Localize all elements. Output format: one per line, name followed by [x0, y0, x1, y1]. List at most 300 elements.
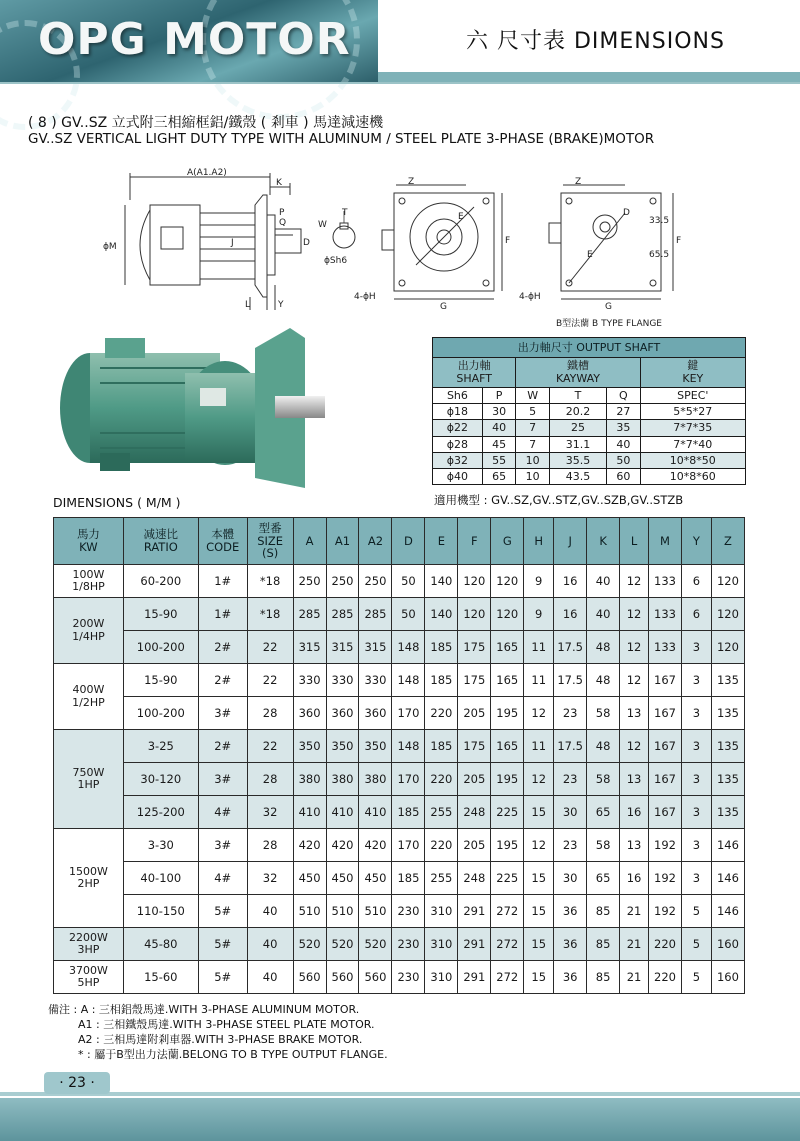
header-dim: E: [425, 518, 458, 565]
table-cell: 146: [711, 862, 744, 895]
header-kw: 馬力 KW: [54, 518, 124, 565]
table-cell: 205: [458, 763, 491, 796]
table-cell: 22: [247, 631, 293, 664]
table-cell: 16: [620, 862, 649, 895]
table-cell: 170: [392, 697, 425, 730]
header-accent-bar: [378, 72, 800, 82]
table-cell: 1#: [198, 598, 247, 631]
table-cell: 120: [711, 565, 744, 598]
table-cell: 160: [711, 961, 744, 994]
table-cell: 28: [247, 763, 293, 796]
table-cell: 220: [425, 829, 458, 862]
table-cell: 21: [620, 961, 649, 994]
table-cell: 3#: [198, 763, 247, 796]
page-title-cn: ( 8 ) GV..SZ 立式附三相縮框鋁/鐵殼 ( 剎車 ) 馬達減速機: [28, 115, 384, 131]
table-cell: 255: [425, 862, 458, 895]
table-cell: 58: [587, 763, 620, 796]
shaft-cell: ϕ18: [433, 404, 483, 420]
table-cell: 135: [711, 664, 744, 697]
table-cell: 160: [711, 928, 744, 961]
table-cell: 3: [681, 697, 711, 730]
table-cell: 450: [293, 862, 326, 895]
table-cell: 230: [392, 928, 425, 961]
power-cell: 750W 1HP: [54, 730, 124, 829]
dim-q-label: Q: [279, 218, 287, 228]
front-f-label: F: [505, 236, 511, 246]
header-code: 本體 CODE: [198, 518, 247, 565]
table-cell: 250: [359, 565, 392, 598]
table-cell: 3#: [198, 697, 247, 730]
table-cell: 40: [587, 565, 620, 598]
table-cell: 5: [681, 928, 711, 961]
shaft-col-header: P: [482, 388, 516, 404]
shaft-table-body: [433, 404, 746, 485]
table-cell: 22: [247, 664, 293, 697]
table-row: [54, 631, 745, 664]
table-cell: 2#: [198, 664, 247, 697]
shaft-row: [433, 404, 746, 420]
header-dim: L: [620, 518, 649, 565]
table-cell: 410: [293, 796, 326, 829]
table-cell: 167: [649, 730, 682, 763]
table-cell: 165: [491, 664, 524, 697]
table-cell: 410: [359, 796, 392, 829]
table-cell: 40: [587, 598, 620, 631]
table-cell: 291: [458, 961, 491, 994]
table-cell: 3: [681, 631, 711, 664]
table-cell: 16: [620, 796, 649, 829]
table-cell: 58: [587, 829, 620, 862]
table-cell: 133: [649, 631, 682, 664]
table-cell: 28: [247, 829, 293, 862]
table-cell: 100-200: [123, 697, 198, 730]
motor-photo: [50, 318, 350, 498]
footer-banner: [0, 1098, 800, 1141]
table-cell: 165: [491, 730, 524, 763]
header-dim: F: [458, 518, 491, 565]
table-cell: 5: [681, 961, 711, 994]
table-cell: 125-200: [123, 796, 198, 829]
table-row: [54, 697, 745, 730]
table-cell: 148: [392, 631, 425, 664]
table-cell: 2#: [198, 631, 247, 664]
shaft-cell: 20.2: [549, 404, 606, 420]
table-cell: 330: [293, 664, 326, 697]
flange-f-label: F: [676, 236, 682, 246]
table-row: [54, 730, 745, 763]
table-cell: 32: [247, 796, 293, 829]
table-cell: 13: [620, 697, 649, 730]
header-dim: A: [293, 518, 326, 565]
power-cell: 2200W 3HP: [54, 928, 124, 961]
table-cell: 520: [293, 928, 326, 961]
table-cell: 380: [293, 763, 326, 796]
table-cell: *18: [247, 598, 293, 631]
table-cell: 272: [491, 895, 524, 928]
header-divider: [0, 82, 800, 84]
table-cell: 5#: [198, 961, 247, 994]
table-cell: 148: [392, 730, 425, 763]
table-cell: 30-120: [123, 763, 198, 796]
header-dim: A1: [326, 518, 359, 565]
table-cell: 285: [293, 598, 326, 631]
table-cell: 23: [554, 829, 587, 862]
table-cell: 16: [554, 565, 587, 598]
table-cell: 36: [554, 961, 587, 994]
table-cell: 185: [425, 631, 458, 664]
table-cell: 11: [524, 664, 554, 697]
table-cell: 220: [649, 928, 682, 961]
table-cell: 13: [620, 763, 649, 796]
table-cell: 360: [326, 697, 359, 730]
shaft-cell: ϕ28: [433, 436, 483, 452]
table-cell: 420: [359, 829, 392, 862]
table-cell: 21: [620, 895, 649, 928]
shaft-col-header: T: [549, 388, 606, 404]
table-cell: 85: [587, 961, 620, 994]
table-cell: 85: [587, 895, 620, 928]
table-cell: 192: [649, 829, 682, 862]
flange-caption: B型法蘭 B TYPE FLANGE: [556, 319, 662, 329]
table-cell: 120: [711, 631, 744, 664]
front-g-label: G: [440, 302, 447, 312]
table-cell: 40: [247, 928, 293, 961]
dim-j-label: J: [231, 238, 234, 248]
table-cell: 315: [293, 631, 326, 664]
shaft-col-header: SPEC': [640, 388, 745, 404]
shaft-col-header: Q: [607, 388, 641, 404]
table-cell: 65: [587, 796, 620, 829]
table-cell: 330: [359, 664, 392, 697]
shaft-cell: ϕ22: [433, 420, 483, 436]
table-cell: 205: [458, 829, 491, 862]
table-cell: 9: [524, 565, 554, 598]
table-row: [54, 895, 745, 928]
header-dim: K: [587, 518, 620, 565]
shaft-cell: 25: [549, 420, 606, 436]
shaft-cell: 55: [482, 452, 516, 468]
shaft-cell: ϕ40: [433, 468, 483, 484]
table-cell: 2#: [198, 730, 247, 763]
table-cell: 410: [326, 796, 359, 829]
table-cell: 3: [681, 862, 711, 895]
table-cell: 220: [649, 961, 682, 994]
table-cell: 48: [587, 631, 620, 664]
header-ratio: 减速比 RATIO: [123, 518, 198, 565]
shaft-cell: 5*5*27: [640, 404, 745, 420]
table-cell: 350: [359, 730, 392, 763]
dim-m-label: ϕM: [103, 242, 117, 252]
table-cell: 12: [620, 631, 649, 664]
flange-e-label: E: [587, 250, 593, 260]
table-cell: 310: [425, 928, 458, 961]
power-cell: 400W 1/2HP: [54, 664, 124, 730]
table-row: [54, 961, 745, 994]
table-cell: 220: [425, 697, 458, 730]
table-cell: 170: [392, 829, 425, 862]
table-cell: 360: [359, 697, 392, 730]
table-cell: 248: [458, 796, 491, 829]
front-z-label: Z: [408, 177, 415, 187]
table-cell: 380: [326, 763, 359, 796]
output-shaft-table: [432, 337, 746, 485]
shaft-cell: 7: [516, 436, 550, 452]
shaft-row: [433, 468, 746, 484]
shaft-row: [433, 420, 746, 436]
page-title-en: GV..SZ VERTICAL LIGHT DUTY TYPE WITH ALUMINUM / STEEL PLATE 3-PHASE (BRAKE)MOTOR: [28, 131, 655, 147]
table-cell: 3: [681, 796, 711, 829]
table-cell: 291: [458, 895, 491, 928]
brand-logo: OPG MOTOR: [38, 14, 351, 65]
table-cell: 133: [649, 565, 682, 598]
table-cell: 15-90: [123, 598, 198, 631]
shaft-cell: 50: [607, 452, 641, 468]
table-cell: 15: [524, 796, 554, 829]
table-cell: 12: [620, 730, 649, 763]
table-cell: 285: [326, 598, 359, 631]
flange-dim2-label: 65.5: [649, 250, 670, 260]
table-cell: 310: [425, 895, 458, 928]
table-cell: 15: [524, 895, 554, 928]
table-cell: 15-60: [123, 961, 198, 994]
header-dim: A2: [359, 518, 392, 565]
shaft-cell: 65: [482, 468, 516, 484]
side-view-drawing: [95, 165, 325, 319]
table-cell: 40: [247, 961, 293, 994]
table-cell: 380: [359, 763, 392, 796]
table-cell: 135: [711, 763, 744, 796]
table-cell: 48: [587, 664, 620, 697]
shaft-cell: 45: [482, 436, 516, 452]
table-cell: 60-200: [123, 565, 198, 598]
table-cell: 350: [293, 730, 326, 763]
applicable-models: 適用機型 : GV..SZ,GV..STZ,GV..SZB,GV..STZB: [434, 493, 684, 507]
table-cell: 16: [554, 598, 587, 631]
flange-z-label: Z: [575, 177, 582, 187]
dim-k-label: K: [276, 178, 282, 188]
table-cell: 12: [620, 598, 649, 631]
shaft-row: [433, 452, 746, 468]
table-cell: 192: [649, 862, 682, 895]
table-row: [54, 664, 745, 697]
table-cell: 230: [392, 961, 425, 994]
table-cell: 48: [587, 730, 620, 763]
shaft-cell: ϕ32: [433, 452, 483, 468]
table-cell: 17.5: [554, 730, 587, 763]
table-cell: 100-200: [123, 631, 198, 664]
header-dim: D: [392, 518, 425, 565]
table-cell: 23: [554, 763, 587, 796]
shaft-cell: 35.5: [549, 452, 606, 468]
dim-t-label: T: [342, 208, 348, 218]
table-cell: 225: [491, 862, 524, 895]
table-cell: 167: [649, 796, 682, 829]
table-cell: 15: [524, 928, 554, 961]
table-cell: 175: [458, 664, 491, 697]
table-cell: 185: [392, 862, 425, 895]
table-cell: 15: [524, 961, 554, 994]
header-dim: M: [649, 518, 682, 565]
table-row: [54, 565, 745, 598]
table-cell: 560: [326, 961, 359, 994]
table-cell: 17.5: [554, 631, 587, 664]
shaft-cell: 10: [516, 468, 550, 484]
dim-d-label: D: [303, 238, 310, 248]
b-flange-drawing: [519, 175, 695, 319]
table-cell: 450: [326, 862, 359, 895]
power-cell: 3700W 5HP: [54, 961, 124, 994]
header-dim: Y: [681, 518, 711, 565]
table-cell: 3#: [198, 829, 247, 862]
table-cell: 291: [458, 928, 491, 961]
header-dim: H: [524, 518, 554, 565]
table-row: [54, 763, 745, 796]
dim-sh6-label: ϕSh6: [324, 256, 348, 266]
page-number: · 23 ·: [44, 1072, 110, 1094]
dim-p-label: P: [279, 208, 285, 218]
table-cell: 167: [649, 664, 682, 697]
table-cell: 205: [458, 697, 491, 730]
table-cell: 58: [587, 697, 620, 730]
table-cell: 120: [491, 598, 524, 631]
table-cell: 560: [359, 961, 392, 994]
table-cell: 192: [649, 895, 682, 928]
table-cell: 255: [425, 796, 458, 829]
shaft-cell: 35: [607, 420, 641, 436]
note-a1: A1 : 三相鐵殼馬達.WITH 3-PHASE STEEL PLATE MOTOR.: [78, 1018, 375, 1031]
table-cell: 36: [554, 895, 587, 928]
table-cell: 120: [458, 565, 491, 598]
flange-d-label: D: [623, 208, 630, 218]
table-cell: 560: [293, 961, 326, 994]
power-cell: 1500W 2HP: [54, 829, 124, 928]
table-cell: 85: [587, 928, 620, 961]
table-cell: 28: [247, 697, 293, 730]
dimensions-header-row: [54, 518, 745, 565]
table-cell: 3: [681, 730, 711, 763]
flange-dim1-label: 33.5: [649, 216, 670, 226]
table-cell: 30: [554, 862, 587, 895]
shaft-table-title: 出力軸尺寸 OUTPUT SHAFT: [433, 338, 746, 358]
table-cell: 146: [711, 895, 744, 928]
section-title: 六 尺寸表 DIMENSIONS: [466, 29, 725, 54]
table-cell: 140: [425, 565, 458, 598]
table-cell: 175: [458, 730, 491, 763]
table-cell: 170: [392, 763, 425, 796]
table-cell: 21: [620, 928, 649, 961]
table-cell: 195: [491, 829, 524, 862]
header-dim: G: [491, 518, 524, 565]
table-cell: 185: [425, 730, 458, 763]
dimensions-table-body: [54, 565, 745, 994]
table-cell: 110-150: [123, 895, 198, 928]
shaft-cell: 31.1: [549, 436, 606, 452]
table-cell: 165: [491, 631, 524, 664]
table-cell: 65: [587, 862, 620, 895]
table-cell: 36: [554, 928, 587, 961]
shaft-cell: 27: [607, 404, 641, 420]
shaft-column-headers: [433, 388, 746, 404]
table-cell: 420: [326, 829, 359, 862]
table-cell: 195: [491, 763, 524, 796]
shaft-cell: 60: [607, 468, 641, 484]
table-cell: 230: [392, 895, 425, 928]
table-cell: 285: [359, 598, 392, 631]
table-cell: 510: [359, 895, 392, 928]
table-cell: 1#: [198, 565, 247, 598]
table-cell: 3-30: [123, 829, 198, 862]
page-header: [0, 0, 800, 82]
flange-g-label: G: [605, 302, 612, 312]
table-cell: 120: [458, 598, 491, 631]
table-row: [54, 796, 745, 829]
shaft-cell: 40: [607, 436, 641, 452]
table-cell: 13: [620, 829, 649, 862]
power-cell: 100W 1/8HP: [54, 565, 124, 598]
table-cell: 250: [326, 565, 359, 598]
table-cell: 4#: [198, 796, 247, 829]
dim-a-label: A(A1.A2): [187, 168, 227, 178]
flange-holes-label: 4-ϕH: [519, 292, 541, 302]
table-cell: 330: [326, 664, 359, 697]
table-cell: 520: [326, 928, 359, 961]
note-a2: A2 : 三相馬達附剎車器.WITH 3-PHASE BRAKE MOTOR.: [78, 1033, 363, 1046]
table-cell: 11: [524, 631, 554, 664]
shaft-cell: 30: [482, 404, 516, 420]
shaft-row: [433, 436, 746, 452]
table-cell: 315: [359, 631, 392, 664]
table-cell: 23: [554, 697, 587, 730]
table-cell: 148: [392, 664, 425, 697]
table-cell: 15-90: [123, 664, 198, 697]
shaft-cell: 7*7*35: [640, 420, 745, 436]
table-cell: 32: [247, 862, 293, 895]
shaft-cell: 40: [482, 420, 516, 436]
table-cell: 510: [326, 895, 359, 928]
table-cell: 140: [425, 598, 458, 631]
table-cell: 120: [491, 565, 524, 598]
shaft-col-header: Sh6: [433, 388, 483, 404]
header-dim: Z: [711, 518, 744, 565]
table-cell: 225: [491, 796, 524, 829]
table-row: [54, 829, 745, 862]
table-cell: 12: [524, 763, 554, 796]
table-cell: 250: [293, 565, 326, 598]
header-banner: [0, 0, 378, 82]
table-cell: 135: [711, 730, 744, 763]
front-holes-label: 4-ϕH: [354, 292, 376, 302]
table-cell: 195: [491, 697, 524, 730]
dimensions-label: DIMENSIONS ( M/M ): [53, 495, 181, 510]
table-cell: 360: [293, 697, 326, 730]
table-cell: 12: [524, 829, 554, 862]
dim-l-label: L: [245, 300, 251, 310]
table-cell: 120: [711, 598, 744, 631]
table-cell: 50: [392, 565, 425, 598]
table-cell: 315: [326, 631, 359, 664]
table-cell: 350: [326, 730, 359, 763]
table-cell: 3: [681, 763, 711, 796]
key-group-header: 鍵 KEY: [640, 358, 745, 388]
note-star: * : 屬于B型出力法蘭.BELONG TO B TYPE OUTPUT FLANGE.: [78, 1048, 388, 1061]
table-cell: 3: [681, 664, 711, 697]
table-cell: 50: [392, 598, 425, 631]
front-view-drawing: [356, 175, 516, 319]
table-cell: 510: [293, 895, 326, 928]
shaft-cell: 7: [516, 420, 550, 436]
table-cell: 185: [425, 664, 458, 697]
dim-w-label: W: [318, 220, 327, 230]
